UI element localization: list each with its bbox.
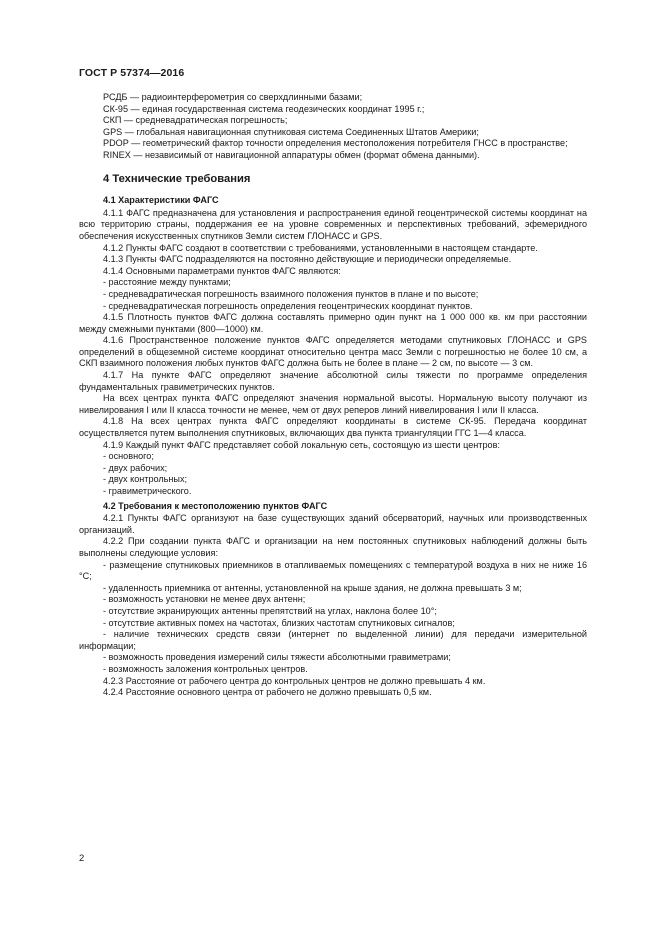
list-item: - средневадратическая погрешность взаимного положения пунктов в плане и по высоте;: [103, 288, 479, 299]
abbreviation-item: GPS — глобальная навигационная спутниковая система Соединенных Штатов Америки;: [103, 126, 479, 137]
document-header: ГОСТ Р 57374—2016: [79, 67, 185, 79]
paragraph-4-2-4: 4.2.4 Расстояние основного центра от рабочего не должно превышать 0,5 км.: [103, 687, 432, 698]
paragraph-4-1-9: 4.1.9 Каждый пункт ФАГС представляет собой локальную сеть, состоящую из шести центров:: [103, 439, 500, 450]
paragraph-4-2-1: 4.2.1 Пункты ФАГС организуют на базе существующих зданий обсерваторий, научных или производственных организаций.: [79, 513, 587, 535]
abbreviation-item: СК-95 — единая государственная система геодезических координат 1995 г.;: [103, 103, 425, 114]
list-item: - гравиметрического.: [103, 486, 192, 496]
list-item: - основного;: [103, 451, 154, 462]
list-item: - расстояние между пунктами;: [103, 277, 231, 288]
paragraph-4-2-3: 4.2.3 Расстояние от рабочего центра до контрольных центров не должно превышать 4 км.: [103, 675, 486, 686]
list-item: - удаленность приемника от антенны, установленной на крыше здания, не должна превышать 3 м;: [103, 582, 522, 593]
subsection-heading: 4.1 Характеристики ФАГС: [103, 195, 219, 206]
list-item: - двух контрольных;: [103, 474, 188, 485]
paragraph-4-1-4: 4.1.4 Основными параметрами пунктов ФАГС являются:: [103, 265, 341, 276]
list-item: - размещение спутниковых приемников в отапливаемых помещениях с температурой воздуха в них не ниже 16 °С;: [79, 559, 587, 582]
abbreviation-item: RINEX — независимый от навигационной аппаратуры обмен (формат обмена данными).: [103, 149, 480, 160]
list-item: - наличие технических средств связи (интернет по выделенной линии) для передачи измерительной информации;: [79, 629, 587, 651]
list-item: - возможность проведения измерений силы тяжести абсолютными гравиметрами;: [103, 652, 451, 663]
subsection-heading: 4.2 Требования к местоположению пунктов ФАГС: [103, 500, 328, 511]
abbreviation-item: РСДБ — радиоинтерферометрия со сверхдлинными базами;: [103, 92, 363, 102]
paragraph-4-1-7-cont: На всех центрах пункта ФАГС определяют значения нормальной высоты. Нормальную высоту получают из нивелирования I или II класса точности не менее, чем от двух реперов линий нивелирования I или II класса.: [79, 393, 587, 415]
section-heading: 4 Технические требования: [103, 172, 251, 185]
list-item: - отсутствие активных помех на частотах, близких частотам спутниковых сигналов;: [103, 617, 455, 628]
paragraph-4-1-1: 4.1.1 ФАГС предназначена для установления и распространения единой геоцентрической системы координат на всю территорию страны, поддержания ее на уровне современных и перспективных требований, эфемеридного обеспечения искусственных спутников Земли систем ГЛОНАСС и GPS.: [79, 207, 587, 241]
paragraph-4-1-8: 4.1.8 На всех центрах пункта ФАГС определяют координаты в системе СК-95. Передача координат осуществляется путем выполнения спутниковых, включающих два пункта триангуляции ГГС 1—4 класса.: [79, 416, 587, 439]
abbreviation-item: СКП — средневадратическая погрешность;: [103, 115, 288, 126]
paragraph-4-1-6: 4.1.6 Пространственное положение пунктов ФАГС определяется методами спутниковых ГЛОНАСС и GPS определений в общеземной системе координат относительно центра масс Земли с погрешностью не более 10 см, а СКП взаимного положения любых пунктов ФАГС должна быть не более в плане — 2 см, по высоте — 3 см.: [79, 335, 587, 369]
abbreviation-item: PDOP — геометрический фактор точности определения местоположения потребителя ГНСС в пространстве;: [103, 138, 568, 149]
list-item: - двух рабочих;: [103, 462, 168, 473]
list-item: - возможность установки не менее двух антенн;: [103, 594, 306, 605]
paragraph-4-1-3: 4.1.3 Пункты ФАГС подразделяются на постоянно действующие и периодически определяемые.: [103, 254, 512, 265]
page-number: 2: [79, 853, 85, 864]
paragraph-4-1-7: 4.1.7 На пункте ФАГС определяют значение абсолютной силы тяжести по программе определения фундаментальных гравиметрических пунктов.: [79, 370, 587, 392]
document-body: [79, 92, 587, 699]
list-item: - средневадратическая погрешность определения геоцентрических координат пунктов.: [103, 300, 473, 311]
list-item: - отсутствие экранирующих антенны препятствий на углах, наклона более 10°;: [103, 605, 437, 616]
paragraph-4-1-2: 4.1.2 Пункты ФАГС создают в соответствии с требованиями, установленными в настоящем стандарте.: [103, 242, 538, 253]
paragraph-4-2-2: 4.2.2 При создании пункта ФАГС и организации на нем постоянных спутниковых наблюдений должны быть выполнены следующие условия:: [79, 536, 587, 558]
list-item: - возможность заложения контрольных центров.: [103, 663, 308, 674]
paragraph-4-1-5: 4.1.5 Плотность пунктов ФАГС должна составлять примерно один пункт на 1 000 000 кв. км при расстоянии между смежными пунктами (800—1000) км.: [79, 312, 587, 334]
